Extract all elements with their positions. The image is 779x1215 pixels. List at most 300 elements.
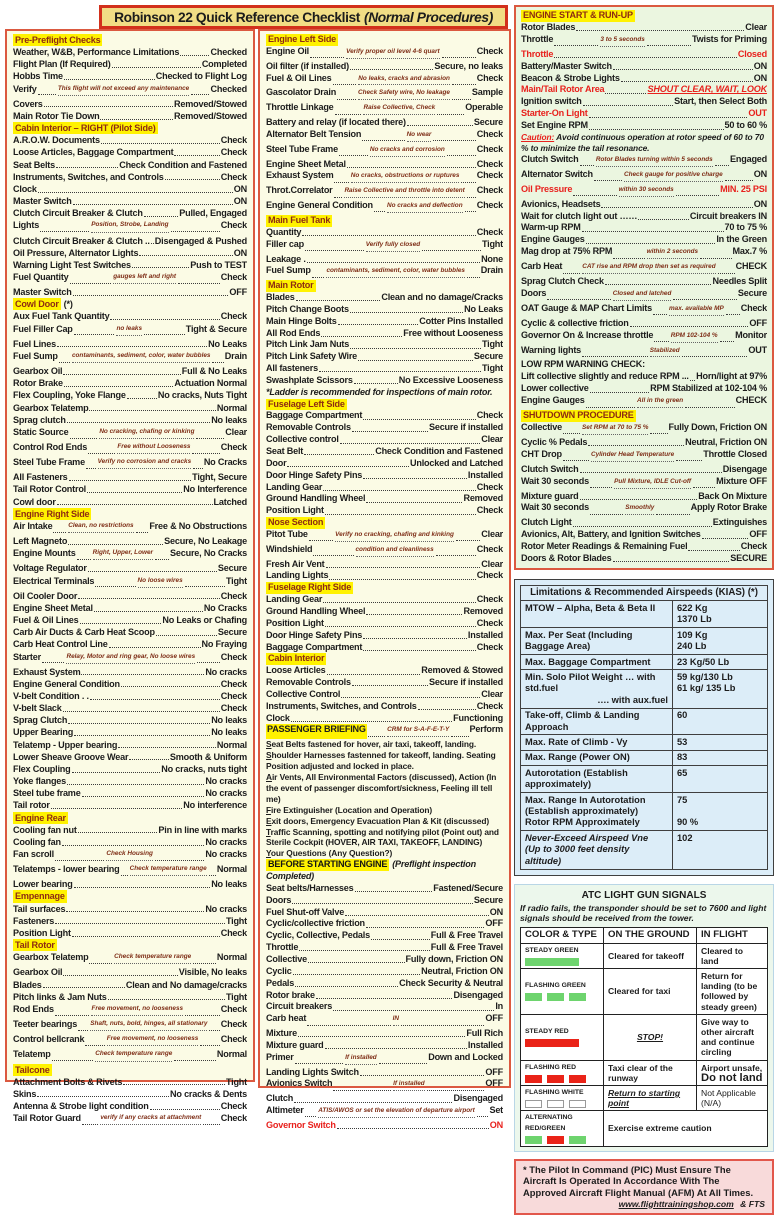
item-label: Rotor brake <box>266 989 315 1000</box>
signal-bars <box>525 1100 599 1108</box>
section-heading: Cabin Interior <box>268 653 325 664</box>
checklist-item <box>266 144 503 159</box>
item-value: OFF <box>485 1066 503 1077</box>
section-heading-row <box>266 34 503 46</box>
checklist-item <box>13 235 247 247</box>
leader-dots <box>56 167 118 168</box>
checklist-item <box>521 169 767 184</box>
sub-heading: LOW RPM WARNING CHECK: <box>521 359 645 370</box>
leader-dots <box>319 371 481 372</box>
item-label: Pitch Link Jam Nuts <box>266 339 350 350</box>
item-value: None <box>481 253 503 264</box>
checklist-item <box>13 915 247 927</box>
item-label: Attachment Bolts & Rivets <box>13 1076 123 1087</box>
section-heading-row <box>13 122 247 134</box>
checklist-item <box>13 1048 247 1063</box>
item-value: Completed <box>201 59 247 70</box>
limit-label-line: Max. Range (Power ON) <box>525 752 630 763</box>
leader-dots <box>63 975 177 976</box>
item-label: Collective Control <box>266 688 341 699</box>
checklist-item <box>13 70 247 82</box>
checklist-item <box>266 458 503 470</box>
item-note: Cylinder Head Temperature <box>591 449 674 462</box>
leader-dots <box>302 235 475 236</box>
checklist-item <box>13 726 247 738</box>
item-label: Fasteners <box>13 915 55 926</box>
leader-dots <box>89 963 112 964</box>
section-heading: ENGINE START & RUN-UP <box>523 10 633 20</box>
leader-dots <box>38 94 56 95</box>
item-label: Windshield <box>266 543 313 554</box>
checklist-item <box>521 199 767 211</box>
section-heading-row <box>13 508 247 520</box>
leader-dots <box>347 167 476 168</box>
signal-bar-white-icon <box>547 1100 564 1108</box>
item-value: No leaks <box>211 879 247 890</box>
leader-dots <box>55 860 104 861</box>
checklist-item <box>266 339 503 351</box>
item-note: No cracks and corrosion <box>370 144 445 157</box>
item-label: Engine Gauges <box>521 234 585 245</box>
section-heading-row <box>13 890 247 902</box>
checklist-item <box>13 690 247 702</box>
leader-dots <box>682 356 748 357</box>
checklist-item <box>13 666 247 678</box>
item-label: Hobbs Time <box>13 71 63 82</box>
caution-lead: Caution: <box>521 132 555 143</box>
item-label: Clutch Circuit Breaker & Clutch .. <box>13 235 150 246</box>
leader-dots <box>586 407 635 408</box>
signal-bars <box>525 958 599 966</box>
item-value: Check <box>220 651 247 662</box>
item-label: Governor On & Increase throttle <box>521 329 654 340</box>
item-label: Main Rotor Tie Down <box>13 110 100 121</box>
leader-dots <box>654 341 668 342</box>
section-heading: Pre-Preflight Checks <box>15 35 101 45</box>
leader-dots <box>88 571 217 572</box>
item-value: Closed <box>737 48 767 59</box>
limit-value-line: 102 <box>677 832 693 843</box>
leader-dots <box>66 911 204 912</box>
item-label: Clock <box>266 712 290 723</box>
item-note: Right, Upper, Lower <box>93 547 153 560</box>
leader-dots <box>171 231 220 232</box>
checklist-item <box>266 351 503 363</box>
item-label: Seat Belts <box>13 159 55 170</box>
leader-dots <box>94 611 203 612</box>
item-value: No cracks <box>205 903 247 914</box>
leader-dots <box>613 258 644 259</box>
item-value: Needles Split <box>712 276 767 287</box>
limit-label <box>521 628 673 655</box>
item-value: Smooth & Uniform <box>169 751 247 762</box>
checklist-item <box>266 570 503 582</box>
leader-dots <box>325 514 476 515</box>
item-label: Pitch Change Boots <box>266 303 349 314</box>
signal-flight-line: Cleared to land <box>701 945 744 966</box>
leader-dots <box>366 927 484 928</box>
checklist-item <box>13 286 247 298</box>
item-value: Secure if installed <box>428 677 503 688</box>
underlined-lead: A <box>266 771 272 782</box>
item-value: Check Security & Neutral <box>399 977 503 988</box>
item-value: Drain <box>224 350 247 361</box>
checklist-item <box>521 476 767 491</box>
limit-value <box>673 601 768 628</box>
checklist-item <box>266 1040 503 1052</box>
leader-dots <box>112 67 201 68</box>
item-value: Max.7 % <box>732 246 767 257</box>
item-label: Wait 30 seconds <box>521 502 589 513</box>
item-label: Lower Sheave Groove Wear <box>13 751 129 762</box>
leader-dots <box>59 362 70 363</box>
checklist-item <box>266 375 503 387</box>
item-note: contaminants, sediment, color, water bubbles <box>72 350 211 363</box>
checklist-item <box>13 46 247 58</box>
item-value: Check <box>476 185 503 196</box>
signal-type-cell <box>521 1085 604 1110</box>
item-label: Throttle Linkage <box>266 102 334 113</box>
item-label: Tail rotor <box>13 800 50 811</box>
checklist-item <box>266 254 503 266</box>
leader-dots <box>80 623 162 624</box>
item-value: Normal <box>216 402 247 413</box>
section-heading: Engine Rear <box>15 812 66 823</box>
checklist-item <box>521 34 767 49</box>
signal-type-cell <box>521 943 604 968</box>
preflight-left-column <box>5 29 255 1124</box>
limit-value-line <box>677 806 763 817</box>
section-heading-row <box>266 215 503 227</box>
checklist-item <box>521 184 767 199</box>
item-label: Battery/Master Switch <box>521 60 612 71</box>
checklist-item <box>266 724 503 739</box>
item-note: Check temperature range <box>130 863 207 876</box>
item-note: No cracks, obstructions or ruptures <box>351 170 460 183</box>
item-label: Cooling fan <box>13 836 61 847</box>
signal-bars <box>525 1075 599 1083</box>
footnote-text: * The Pilot In Command (PIC) Must Ensure The Aircraft Is Operated In Accordance With The Approved Aircraft Flight Manual (AFM) At All Times. <box>523 1163 754 1198</box>
signal-bar-green-icon <box>525 1136 542 1144</box>
item-value: Secure, no leaks <box>434 60 503 71</box>
item-value: No cracks, Nuts Tight <box>157 390 247 401</box>
item-value: Clear <box>745 21 767 32</box>
signal-bar-green-icon <box>569 1136 586 1144</box>
leader-dots <box>40 231 89 232</box>
signal-bar-red-icon <box>525 1039 579 1047</box>
table-row <box>521 1014 768 1060</box>
item-value: 50 to 60 % <box>724 120 767 131</box>
section-heading: Cowl Door <box>15 299 59 310</box>
checklist-item <box>521 96 767 108</box>
item-value: Tight, Secure <box>192 472 247 483</box>
item-label: Tail surfaces <box>13 903 66 914</box>
item-label: Warning lights <box>521 344 582 355</box>
item-note: IN <box>393 1013 399 1026</box>
item-label: Starter-On Light <box>521 108 588 119</box>
leader-dots <box>363 478 467 479</box>
item-label: Verify <box>13 83 37 94</box>
caution-note: Caution: Avoid continuous operation at rotor speed of 60 to 70 % to minimize the tail resonance. <box>521 132 764 153</box>
briefing-paragraph: Traffic Scanning, spotting and notifying pilot (Point out) and Sterile Cockpit (HOVER, AIR TAXI, TAKEOFF, LANDING) <box>266 826 499 848</box>
item-note: Clean, no restrictions <box>68 520 133 533</box>
limitations-title: Limitations & Recommended Airspeeds (KIAS) (*) <box>521 585 768 600</box>
item-value: Check <box>476 45 503 56</box>
limit-value-line: 61 kg/ 135 Lb <box>677 683 736 694</box>
item-note: If installed <box>345 1052 377 1065</box>
signal-flight-meaning <box>697 1060 768 1085</box>
checklist-item <box>266 895 503 907</box>
checklist-item <box>521 464 767 476</box>
limit-value-line: 109 Kg <box>677 629 708 640</box>
item-value: Pin in line with marks <box>158 824 247 835</box>
leader-dots <box>295 986 398 987</box>
item-value: Tight <box>225 1076 247 1087</box>
leader-dots <box>196 438 224 439</box>
checklist-item <box>266 1078 503 1093</box>
leader-dots <box>334 182 348 183</box>
limit-label-line: (Establish approximately) <box>525 805 639 816</box>
checklist-item <box>266 954 503 966</box>
section-heading: Engine Left Side <box>268 34 337 44</box>
item-label: Swashplate Scissors <box>266 374 353 385</box>
item-value: Fully Down, Friction ON <box>668 422 767 432</box>
section-heading-row <box>266 582 503 594</box>
item-value: OFF <box>485 918 503 929</box>
item-label: Landing Gear <box>266 481 323 492</box>
leader-dots <box>68 723 210 724</box>
checklist-item <box>521 108 767 120</box>
leader-dots <box>82 796 205 797</box>
limit-value <box>673 708 768 735</box>
checklist-item <box>13 763 247 775</box>
leader-dots <box>63 374 180 375</box>
item-label: Quantity <box>266 226 302 237</box>
limit-value-line: 75 <box>677 794 688 805</box>
signal-flight-line: Airport unsafe, <box>701 1062 763 1073</box>
checklist-item <box>266 978 503 990</box>
item-value: No leaks <box>211 715 247 726</box>
website-link[interactable]: www.flighttrainingshop.com <box>618 1198 734 1209</box>
leader-dots <box>401 1025 484 1026</box>
item-note: Free movement, no looseness <box>107 1033 199 1046</box>
checklist-item <box>13 979 247 991</box>
checklist-item <box>266 918 503 930</box>
leader-dots <box>299 950 430 951</box>
checklist-item <box>13 171 247 183</box>
signal-flight-line: Return for landing (to be followed by steady green) <box>701 970 758 1012</box>
item-note: Check temperature range <box>114 951 191 964</box>
item-label: All Fasteners <box>13 472 68 483</box>
item-value: Check <box>476 617 503 628</box>
leader-dots <box>155 559 169 560</box>
leader-dots <box>447 155 476 156</box>
checklist-item <box>13 1076 247 1088</box>
checklist-item <box>13 219 247 234</box>
checklist-item <box>13 878 247 890</box>
item-label: Baggage Compartment <box>266 641 363 652</box>
item-label: Doors <box>266 894 292 905</box>
item-label: Oil Cooler Door <box>13 590 78 601</box>
item-value: Back On Mixture <box>698 490 767 501</box>
item-value: Throttle Closed <box>703 448 767 459</box>
leader-dots <box>371 939 430 940</box>
item-value: Normal <box>216 1049 247 1060</box>
item-label: Clutch Light <box>521 517 572 528</box>
item-label: Landing Lights <box>266 570 329 581</box>
leader-dots <box>74 887 211 888</box>
item-label: Instruments, Switches, and Controls <box>266 700 417 711</box>
item-label: Mixture <box>266 1028 297 1039</box>
item-value: OFF <box>485 1078 503 1089</box>
item-value: Functioning <box>453 712 503 723</box>
item-value: Check <box>220 1100 247 1111</box>
item-label: Seat Belt <box>266 446 304 456</box>
leader-dots <box>132 267 189 268</box>
checklist-item <box>521 553 767 565</box>
leader-dots <box>55 1015 90 1016</box>
item-value: Clean and No damage/cracks <box>125 979 247 990</box>
item-value: Perform <box>469 724 503 735</box>
item-value: Check <box>740 302 767 313</box>
item-label: Door Hinge Safety Pins <box>266 629 363 640</box>
limit-value <box>673 670 768 708</box>
item-label: CHT Drop <box>521 448 562 459</box>
item-note: No cracks and deflection <box>387 200 463 213</box>
checklist-item <box>13 483 247 495</box>
item-value: OFF <box>749 529 767 540</box>
leader-dots <box>594 180 622 181</box>
checklist-item <box>266 1052 503 1067</box>
item-label: Mixture guard <box>521 490 579 501</box>
table-row <box>521 670 768 708</box>
leader-dots <box>590 392 650 393</box>
checklist-item <box>13 441 247 456</box>
item-value: No cracks, nuts tight <box>161 763 247 774</box>
leader-dots <box>70 438 98 439</box>
limit-label <box>521 708 673 735</box>
item-value: Check <box>220 147 247 158</box>
leader-dots <box>650 433 667 434</box>
item-value: Down and Locked <box>428 1051 503 1062</box>
leader-dots <box>350 348 481 349</box>
item-label: A.R.O.W. Documents <box>13 135 100 146</box>
leader-dots <box>307 262 480 263</box>
item-value: No Leaks <box>464 303 503 314</box>
item-label: Fuel Lines <box>13 338 56 349</box>
signal-bar-green-icon <box>547 993 564 1001</box>
section-heading: Engine Right Side <box>15 508 90 519</box>
table-row <box>521 1060 768 1085</box>
section-heading-row <box>13 939 247 951</box>
column-header: IN FLIGHT <box>697 928 768 943</box>
item-label: Carb Air Ducts & Carb Heat Scoop <box>13 627 155 638</box>
checklist-item <box>266 966 503 978</box>
item-label: Seat belts/Harnesses <box>266 882 354 893</box>
leader-dots <box>563 273 580 274</box>
table-row <box>521 585 768 600</box>
checklist-item <box>521 449 767 464</box>
checklist-item <box>13 247 247 259</box>
leader-dots <box>144 334 185 335</box>
item-label: V-belt Condition . . <box>13 690 89 701</box>
leader-dots <box>78 1030 88 1031</box>
item-label: Gearbox Telatemp <box>13 402 89 413</box>
item-note: Raise Collective and throttle into detent <box>344 185 464 198</box>
leader-dots <box>407 125 473 126</box>
item-value: Secure <box>217 563 247 574</box>
limit-value-line: 622 Kg <box>677 602 708 613</box>
item-label: Fuel Sump <box>266 265 311 276</box>
item-label: Tail Rotor Control <box>13 484 87 495</box>
section-heading: Fuselage Right Side <box>268 582 352 593</box>
item-label: Wait 30 seconds <box>521 475 589 486</box>
leader-dots <box>293 974 421 975</box>
table-row <box>521 831 768 869</box>
item-label: Tail Rotor Guard <box>13 1113 81 1124</box>
leader-dots <box>185 586 225 587</box>
item-label: Clutch <box>266 1093 294 1104</box>
leader-dots <box>350 312 463 313</box>
limit-label-line: Max. Per Seat (Including Baggage Area) <box>525 629 633 652</box>
item-label: Master Switch <box>13 287 72 298</box>
section-heading: Nose Section <box>268 517 324 528</box>
checklist-item <box>266 410 503 422</box>
item-value: Check <box>220 135 247 146</box>
item-label: Antenna & Strobe light condition <box>13 1100 149 1111</box>
signal-ground-meaning: STOP! <box>604 1014 697 1060</box>
item-value: Removed <box>463 605 503 616</box>
item-value: Circuit breakers IN <box>689 210 767 221</box>
signal-flight-line: Give way to other aircraft and continue circling <box>701 1016 755 1058</box>
item-label: Filler cap <box>266 238 304 249</box>
item-label: Altimeter <box>266 1105 304 1116</box>
checklist-item <box>13 414 247 426</box>
checklist-item <box>521 517 767 529</box>
underlined-lead: T <box>266 826 271 837</box>
limit-value <box>673 793 768 831</box>
section-heading-suffix: (*) <box>63 299 73 310</box>
item-label: Clutch Switch <box>521 153 579 164</box>
leader-dots <box>334 197 343 198</box>
underlined-lead: Y <box>266 848 271 859</box>
item-label: Clock <box>13 183 37 194</box>
table-row <box>521 750 768 765</box>
item-value: Secure <box>473 351 503 362</box>
leader-dots <box>193 468 203 469</box>
checklist-item <box>266 87 503 102</box>
leader-dots <box>323 602 475 603</box>
checklist-item <box>521 395 767 410</box>
section-heading: SHUTDOWN PROCEDURE <box>523 410 634 421</box>
item-label: Exhaust System <box>13 666 81 677</box>
checklist-item <box>521 383 767 395</box>
checklist-item <box>266 942 503 954</box>
limit-value-line: 60 <box>677 710 688 721</box>
leader-dots <box>185 1015 220 1016</box>
item-value: Check <box>220 171 247 182</box>
checklist-item <box>266 1001 503 1013</box>
checklist-item <box>13 1003 247 1018</box>
item-label: Landing Gear <box>266 594 323 605</box>
leader-dots <box>362 140 404 141</box>
leader-dots <box>433 140 475 141</box>
checklist-item <box>13 562 247 574</box>
limit-label <box>521 831 673 869</box>
checklist-item <box>13 714 247 726</box>
checklist-item <box>266 470 503 482</box>
item-label: Fuel & Oil Lines <box>266 72 332 83</box>
